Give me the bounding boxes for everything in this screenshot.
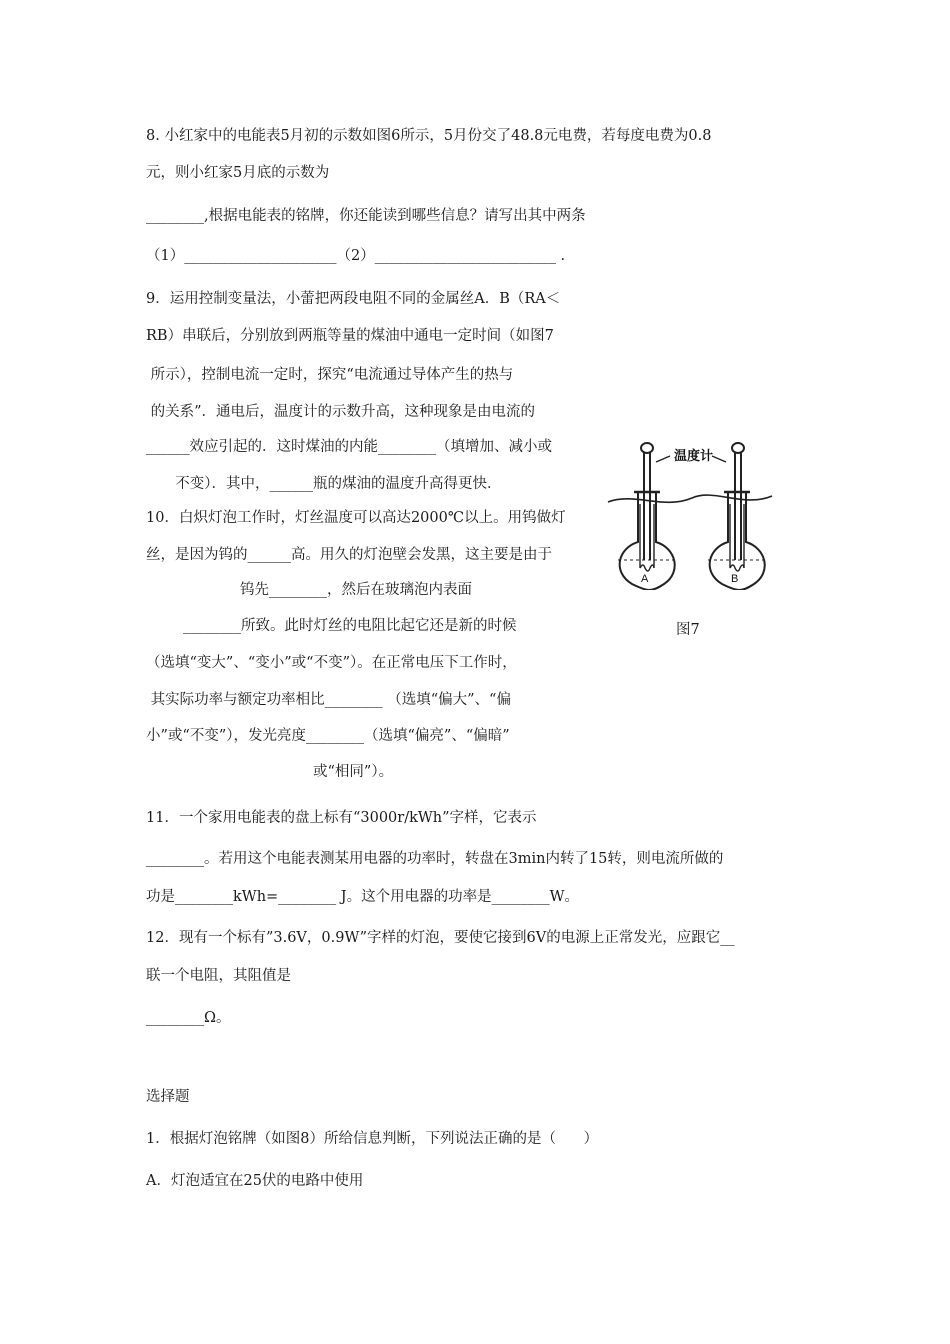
question-8-line-1: 8. 小红家中的电能表5月初的示数如图6所示，5月份交了48.8元电费，若每度电费为0.8 [146,128,712,144]
question-11-line-3: 功是________kWh=________ J。这个用电器的功率是________W。 [146,889,580,905]
question-10-line-4: ________所致。此时灯丝的电阻比起它还是新的时候 [183,618,517,634]
question-10-line-2: 丝，是因为钨的______高。用久的灯泡壁会发黑，这主要是由于 [146,547,552,563]
choice-question-1: 1．根据灯泡铭牌（如图8）所给信息判断，下列说法正确的是（ ） [146,1131,599,1147]
question-9-line-1: 9．运用控制变量法，小蕾把两段电阻不同的金属丝A．B（RA＜ [146,291,561,307]
question-11-line-2: ________。若用这个电能表测某用电器的功率时，转盘在3min内转了15转，则电流所做的 [146,851,724,867]
question-8-line-2: 元，则小红家5月底的示数为 [146,165,330,181]
question-9-line-3: 所示），控制电流一定时，探究“电流通过导体产生的热与 [146,367,514,383]
figure-7-flask-diagram [604,430,776,590]
question-10-line-1: 10．白炽灯泡工作时，灯丝温度可以高达2000℃以上。用钨做灯 [146,510,566,526]
question-9-line-2: RB）串联后，分别放到两瓶等量的煤油中通电一定时间（如图7 [146,328,554,344]
question-12-line-3: ________Ω。 [146,1010,231,1026]
question-9-line-6: 不变）．其中，______瓶的煤油的温度升高得更快． [166,476,502,492]
section-heading-choice: 选择题 [146,1089,190,1105]
figure-7-caption: 图7 [676,622,700,638]
question-10-line-8: 或“相同”）。 [313,764,394,780]
flask-b-label: B [731,573,739,585]
question-11-line-1: 11．一个家用电能表的盘上标有“3000r/kWh”字样，它表示 [146,810,537,826]
question-12-line-1: 12．现有一个标有”3.6V，0.9W”字样的灯泡，要使它接到6V的电源上正常发光，应跟它__ [146,930,735,946]
question-12-line-2: 联一个电阻，其阻值是 [146,968,291,984]
choice-option-a: A．灯泡适宜在25伏的电路中使用 [146,1173,364,1189]
question-9-line-5: ______效应引起的．这时煤油的内能________（填增加、减小或 [146,439,552,455]
question-9-line-4: 的关系”．通电后，温度计的示数升高，这种现象是由电流的 [146,404,536,420]
thermometer-label: 温度计 [674,448,714,463]
question-8-line-4: （1）_____________________（2）_________________________ . [146,248,566,264]
flask-a-label: A [641,573,649,585]
question-10-line-7: 小”或“不变”），发光亮度________（选填“偏亮”、“偏暗” [146,728,510,744]
question-10-line-6: 其实际功率与额定功率相比________ （选填“偏大”、“偏 [146,692,511,708]
flask-thermometer-illustration [604,430,776,590]
question-10-line-3: 钨先________，然后在玻璃泡内表面 [240,582,472,598]
question-10-line-5: （选填“变大”、“变小”或“不变”）。在正常电压下工作时， [146,655,517,671]
question-8-line-3: ________,根据电能表的铭牌，你还能读到哪些信息？请写出其中两条 [146,208,586,224]
